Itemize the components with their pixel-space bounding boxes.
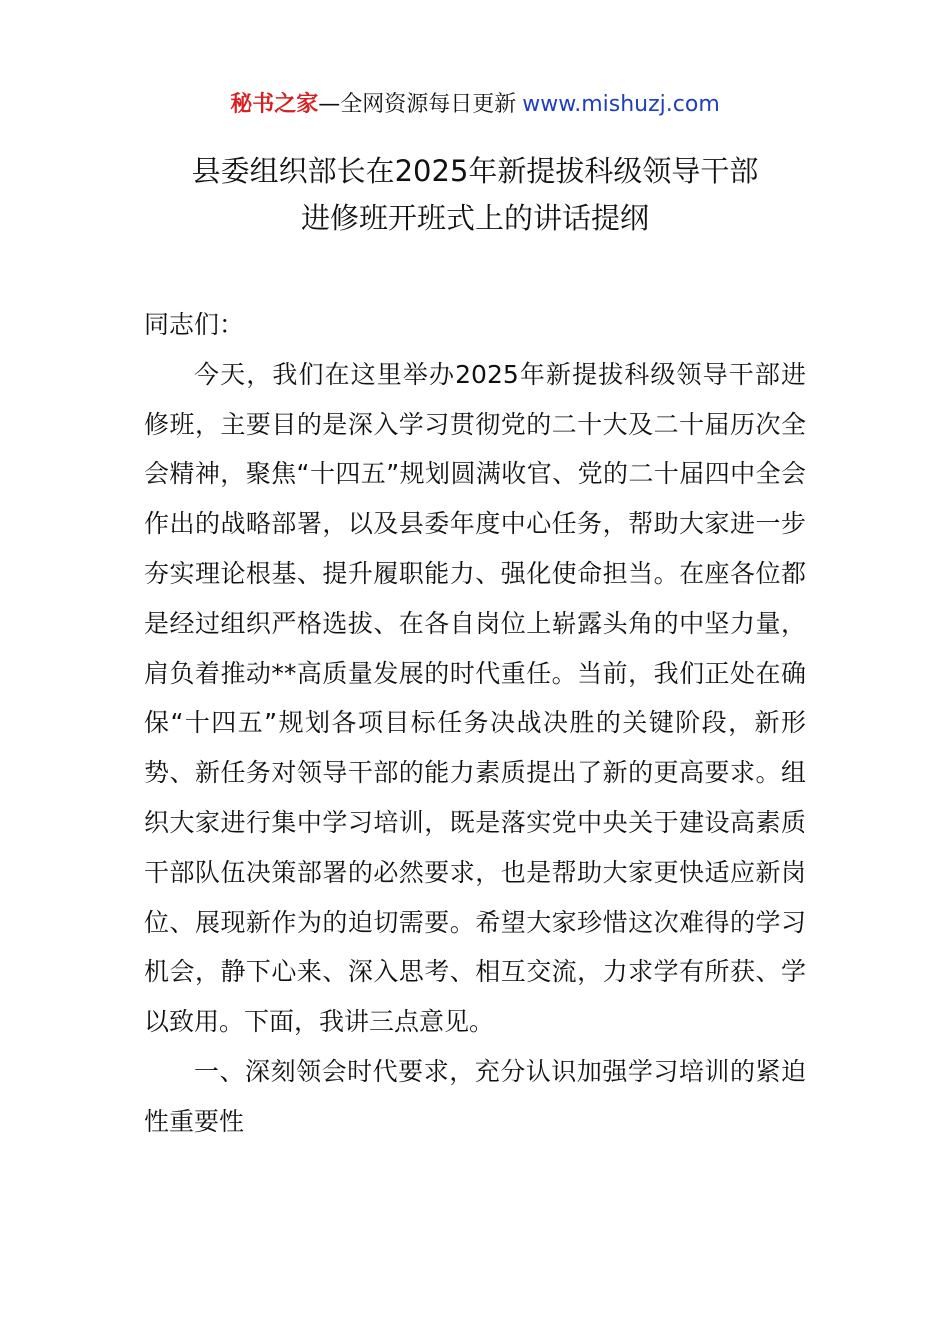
document-title	[0, 148, 950, 242]
section-1-heading: 一、深刻领会时代要求，充分认识加强学习培训的紧迫性重要性	[144, 1056, 806, 1136]
brand-name: 秘书之家	[230, 92, 319, 117]
salutation: 同志们：	[144, 310, 245, 339]
site-url-link[interactable]: www.mishuzj.com	[522, 92, 720, 117]
site-header	[0, 88, 950, 122]
title-line-2: 进修班开班式上的讲话提纲	[300, 201, 649, 235]
document-body	[144, 300, 806, 1147]
opening-paragraph: 今天，我们在这里举办2025年新提拔科级领导干部进修班，主要目的是深入学习贯彻党的二十大及二十届历次全会精神，聚焦“十四五”规划圆满收官、党的二十届四中全会作出的战略部署，以及县委年度中心任务，帮助大家进一步夯实理论根基、提升履职能力、强化使命担当。在座各位都是经过组织严格选拔、在各自岗位上崭露头角的中坚力量，肩负着推动**高质量发展的时代重任。当前，我们正处在确保“十四五”规划各项目标任务决战决胜的关键阶段，新形势、新任务对领导干部的能力素质提出了新的更高要求。组织大家进行集中学习培训，既是落实党中央关于建设高素质干部队伍决策部署的必然要求，也是帮助大家更快适应新岗位、展现新作为的迫切需要。希望大家珍惜这次难得的学习机会，静下心来、深入思考、相互交流，力求学有所获、学以致用。下面，我讲三点意见。	[144, 359, 806, 1037]
title-line-1: 县委组织部长在2025年新提拔科级领导干部	[191, 154, 759, 188]
site-tagline: —全网资源每日更新	[318, 92, 517, 117]
